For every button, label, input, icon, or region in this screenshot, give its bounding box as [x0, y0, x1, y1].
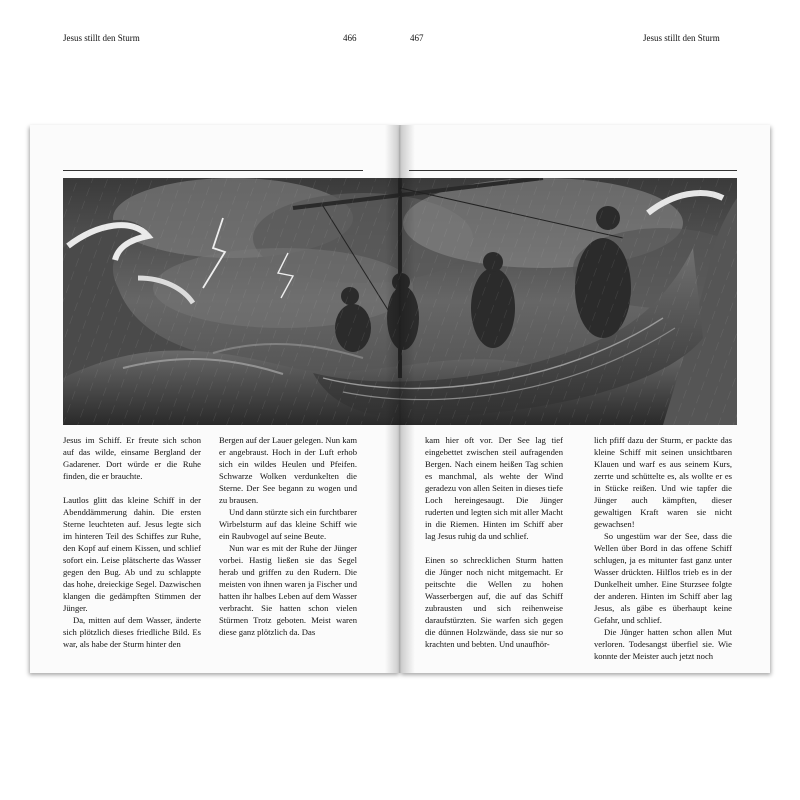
storm-boat-illustration: [63, 178, 737, 425]
paragraph: Bergen auf der Lauer gelegen. Nun kam er angebraust. Hoch in der Luft erhob sich ein wildes Heulen und Pfeifen. Schwarze Wolken verdunkelten die Sterne. Der See begann zu wogen und zu brausen.: [219, 435, 357, 505]
paragraph: Die Jünger hatten schon allen Mut verloren. Todesangst überfiel sie. Wie konnte der Meister auch jetzt noch: [594, 627, 732, 661]
paragraph: Einen so schrecklichen Sturm hatten die Jünger noch nicht mitgemacht. Er peitschte die Wellen zu hohen Wasserbergen auf, die auf das Schiff zubrausten und sich reihenweise daraufstürzten. Sie warfen sich gegen die dünnen Holzwände, dass sie nur so krachten und bebten. Und unaufhör-: [425, 555, 563, 649]
right-page-column-2: [594, 434, 732, 662]
left-page-number: 466: [343, 33, 357, 43]
left-page-column-1: [63, 434, 201, 662]
right-page-column-1: [425, 434, 563, 650]
paragraph: Da, mitten auf dem Wasser, änderte sich plötzlich dieses friedliche Bild. Es war, als habe der Sturm hinter den: [63, 615, 201, 649]
paragraph: Nun war es mit der Ruhe der Jünger vorbei. Hastig ließen sie das Segel herab und griffen zu den Rudern. Die meisten von ihnen waren ja Fischer und hatten ihr halbes Leben auf dem Wasser verbracht. Sie hatten schon vielen Stürmen Trotz geboten. Meist waren diese ganz plötzlich da. Das: [219, 543, 357, 637]
paragraph: kam hier oft vor. Der See lag tief eingebettet zwischen steil aufragenden Bergen. Nach einem heißen Tag schien es manchmal, als wehte der Wind geradezu von allen Seiten in dieses tiefe Loch hereingesaugt. Die Jünger ruderten und legten sich mit aller Macht in die Riemen. Hinten im Schiff aber lag Jesus ruhig da und schlief.: [425, 435, 563, 541]
paragraph: So ungestüm war der See, dass die Wellen über Bord in das offene Schiff schlugen, ja es mitunter fast ganz unter Wasser drückten. Hilflos trieb es in der Dunkelheit umher. Eine Sturzsee folgte der anderen. Hinten im Schiff aber lag Jesus, als gäbe es überhaupt keine Gefahr, und schlief.: [594, 531, 732, 625]
paragraph: Und dann stürzte sich ein furchtbarer Wirbelsturm auf das kleine Schiff wie ein Raubvogel auf seine Beute.: [219, 507, 357, 541]
paragraph: Lautlos glitt das kleine Schiff in der Abenddämmerung dahin. Die ersten Sterne leuchteten auf. Jesus legte sich im hinteren Teil des Schiffes zur Ruhe, den Kopf auf einem Kissen, und schlief sofort ein. Leise plätscherte das Wasser gegen den Bug. Ab und zu schlappte das hohe, dreieckige Segel. Dazwischen klangen die gedämpften Stimmen der Jünger.: [63, 495, 201, 613]
right-running-title: Jesus stillt den Sturm: [643, 33, 720, 43]
left-running-title: Jesus stillt den Sturm: [63, 33, 140, 43]
paragraph: lich pfiff dazu der Sturm, er packte das kleine Schiff mit seinen unsichtbaren Klauen und warf es aus seinem Kurs, zerrte und schüttelte es, als wollte er es in Stücke reißen. Und wie tapfer die Jünger auch kämpften, dieser gewaltigen Kraft waren sie nicht gewachsen!: [594, 435, 732, 529]
paragraph: Jesus im Schiff. Er freute sich schon auf das wilde, einsame Bergland der Gadarener. Dort würde er die Ruhe finden, die er brauchte.: [63, 435, 201, 481]
right-page-number: 467: [410, 33, 424, 43]
left-header-rule: [63, 170, 363, 171]
right-header-rule: [409, 170, 737, 171]
left-page-column-2: [219, 434, 357, 638]
